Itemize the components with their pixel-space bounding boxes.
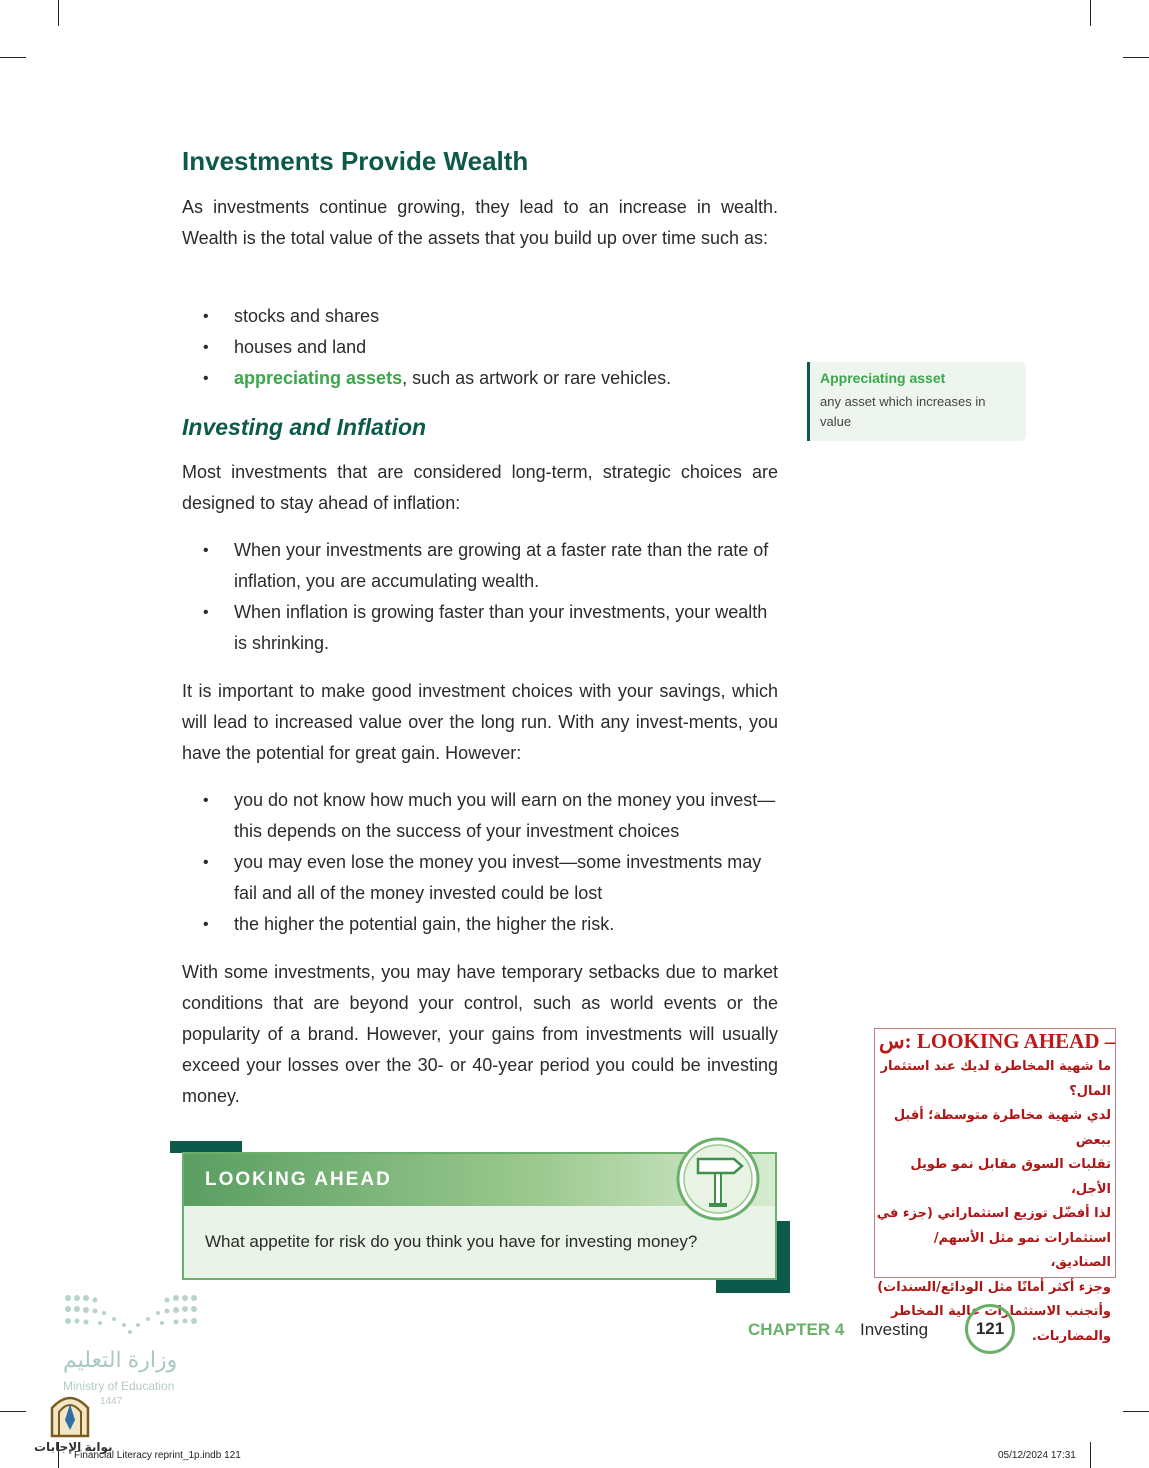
crop-mark bbox=[1123, 57, 1149, 58]
note-heading: س: LOOKING AHEAD – bbox=[879, 1029, 1116, 1053]
site-watermark: بوابة الإجابات bbox=[34, 1440, 113, 1454]
note-line: لدي شهية مخاطرة متوسطة؛ أقبل ببعض bbox=[893, 1108, 1111, 1148]
wealth-list bbox=[234, 301, 779, 394]
crop-mark bbox=[1090, 0, 1091, 26]
note-line: وجزء أكثر أمانًا مثل الودائع/السندات) bbox=[877, 1279, 1111, 1295]
inflation-paragraph: Most investments that are considered long-term, strategic choices are designed to stay ahead of inflation: bbox=[182, 462, 778, 513]
looking-ahead-question: What appetite for risk do you think you have for investing money? bbox=[205, 1232, 698, 1251]
inflation-list bbox=[234, 535, 779, 659]
subsection-title: Investing and Inflation bbox=[182, 414, 427, 440]
ministry-name-english: Ministry of Education bbox=[63, 1379, 175, 1393]
list-item: • houses and land bbox=[234, 332, 779, 363]
footer-chapter-name: Investing bbox=[860, 1320, 929, 1339]
setbacks-paragraph: With some investments, you may have temporary setbacks due to market conditions that are beyond your control, such as world events or the popularity of a brand. However, your gains from investments will usually exceed your losses over the 30- or 40-year period you could be investing money. bbox=[182, 962, 778, 1106]
list-item: • When your investments are growing at a faster rate than the rate of inflation, you are accumulating wealth. bbox=[234, 535, 779, 597]
note-line: ما شهية المخاطرة لديك عند استثمار bbox=[880, 1059, 1111, 1074]
note-line: استثمارات نمو مثل الأسهم/الصناديق، bbox=[933, 1230, 1111, 1270]
list-item bbox=[234, 363, 779, 394]
intro-paragraph: As investments continue growing, they lead to an increase in wealth. Wealth is the total value of the assets that you build up over time such as: bbox=[182, 197, 778, 248]
print-slug-right: 05/12/2024 17:31 bbox=[998, 1450, 1076, 1461]
page-number: 121 bbox=[965, 1304, 1015, 1354]
glossary-definition: any asset which increases in value bbox=[820, 394, 986, 429]
footer-chapter: CHAPTER 4 bbox=[748, 1320, 845, 1339]
note-line: وأتجنب الاستثمارات عالية المخاطر bbox=[890, 1304, 1111, 1319]
crop-mark bbox=[0, 57, 26, 58]
section-title: Investments Provide Wealth bbox=[182, 146, 529, 176]
key-term[interactable]: appreciating assets bbox=[234, 368, 403, 388]
print-slug-left: Financial Literacy reprint_1p.indb 121 bbox=[74, 1450, 241, 1461]
crop-mark bbox=[0, 1411, 26, 1412]
ministry-name-arabic: وزارة التعليم bbox=[63, 1347, 178, 1372]
crop-mark bbox=[1090, 1442, 1091, 1468]
list-item: • you do not know how much you will earn on the money you invest—this depends on the success of your investment choices bbox=[234, 785, 779, 847]
crop-mark bbox=[1123, 1411, 1149, 1412]
risk-list bbox=[234, 785, 779, 940]
feature-frame bbox=[716, 1279, 790, 1293]
ministry-logo-icon bbox=[62, 1291, 200, 1339]
glossary-box bbox=[807, 362, 1026, 441]
list-item: • stocks and shares bbox=[234, 301, 779, 332]
site-logo-icon bbox=[48, 1388, 92, 1440]
note-line: تقلبات السوق مقابل نمو طويل الأجل، bbox=[910, 1157, 1111, 1197]
signpost-icon bbox=[676, 1137, 760, 1221]
note-line: المال؟ bbox=[1069, 1083, 1111, 1099]
crop-mark bbox=[58, 0, 59, 26]
choices-paragraph: It is important to make good investment choices with your savings, which will lead to increased value over the long run. With any invest-ments, you have the potential for great gain. However: bbox=[182, 681, 778, 763]
glossary-term: Appreciating asset bbox=[820, 370, 946, 386]
list-item: • When inflation is growing faster than your investments, your wealth is shrinking. bbox=[234, 597, 779, 659]
note-line: والمضاربات. bbox=[1031, 1328, 1111, 1344]
list-item: • the higher the potential gain, the higher the risk. bbox=[234, 909, 779, 940]
looking-ahead-label: LOOKING AHEAD bbox=[205, 1169, 392, 1190]
note-line: لذا أفضّل توزيع استثماراتي (جزء في bbox=[876, 1206, 1111, 1221]
ministry-year: 1447 bbox=[100, 1396, 123, 1407]
list-item: • you may even lose the money you invest—some investments may fail and all of the money invested could be lost bbox=[234, 847, 779, 909]
list-item-text: , such as artwork or rare vehicles. bbox=[402, 368, 672, 388]
